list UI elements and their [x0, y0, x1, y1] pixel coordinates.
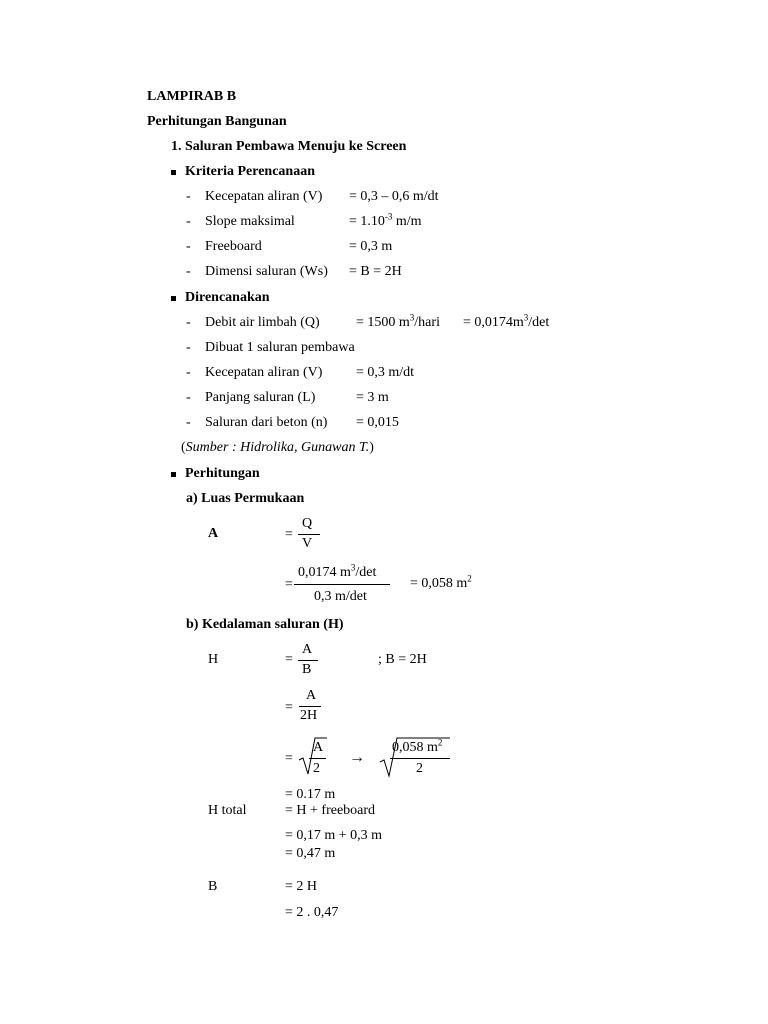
dash: -	[186, 315, 191, 330]
page-title: LAMPIRAB B	[147, 89, 237, 104]
kriteria-label: Kecepatan aliran (V)	[205, 189, 323, 204]
perhitungan-heading: Perhitungan	[185, 466, 260, 481]
direncanakan-label: Saluran dari beton (n)	[205, 415, 328, 430]
kriteria-value: = $1.10^{-3}$ m/m	[349, 211, 422, 229]
fraction-denominator: V	[302, 536, 313, 551]
bullet-square	[171, 296, 176, 301]
fraction-numerator: A	[313, 740, 324, 755]
fraction-numerator: A	[306, 688, 317, 703]
dash: -	[186, 189, 191, 204]
source-citation: (Sumber : Hidrolika, Gunawan T.)	[181, 440, 374, 455]
fraction-denominator: 2	[416, 761, 423, 776]
subsection-heading: a) Luas Permukaan	[186, 491, 305, 506]
bullet-square	[171, 472, 176, 477]
kriteria-heading: Kriteria Perencanaan	[185, 164, 315, 179]
equation-line: = H + freeboard	[285, 803, 376, 818]
subtitle: Perhitungan Bangunan	[147, 114, 287, 129]
kriteria-label: Dimensi saluran (Ws)	[205, 264, 328, 279]
kriteria-value: = 0,3 m	[349, 239, 393, 254]
fraction-bar	[309, 758, 326, 759]
subsection-heading: b) Kedalaman saluran (H)	[186, 617, 344, 632]
variable-label: H	[208, 652, 219, 667]
fraction-denominator: 2H	[300, 708, 318, 723]
direncanakan-value: = 3 m	[356, 390, 389, 405]
fraction-numerator: 0,058 $m^2$	[392, 737, 443, 755]
direncanakan-label: Dibuat 1 saluran pembawa	[205, 340, 355, 355]
variable-label: B	[208, 879, 218, 894]
dash: -	[186, 340, 191, 355]
kriteria-label: Freeboard	[205, 239, 262, 254]
variable-label: H total	[208, 803, 247, 818]
fraction-numerator: A	[302, 642, 313, 657]
fraction-bar	[298, 534, 320, 535]
equals-sign: =	[285, 577, 293, 592]
kriteria-label: Slope maksimal	[205, 214, 295, 229]
fraction-denominator: B	[302, 662, 312, 677]
bullet-square	[171, 170, 176, 175]
result-value: = 0,058 $m^2$	[410, 573, 472, 591]
direncanakan-label: Debit air limbah (Q)	[205, 315, 320, 330]
dash: -	[186, 390, 191, 405]
fraction-bar	[294, 584, 390, 585]
direncanakan-label: Panjang saluran (L)	[205, 390, 316, 405]
equation-line: = 2 H	[285, 879, 318, 894]
fraction-numerator: Q	[302, 516, 313, 531]
direncanakan-heading: Direncanakan	[185, 290, 270, 305]
direncanakan-value: = 1500 $m^3$/hari	[356, 312, 440, 330]
direncanakan-label: Kecepatan aliran (V)	[205, 365, 323, 380]
equation-line: = 2 . 0,47	[285, 905, 339, 920]
fraction-numerator: 0,0174 $m^3/\det$	[298, 562, 377, 580]
dash: -	[186, 415, 191, 430]
dash: -	[186, 214, 191, 229]
equals-sign: =	[285, 751, 293, 766]
dash: -	[186, 365, 191, 380]
equals-sign: =	[285, 652, 293, 667]
fraction-bar	[298, 660, 318, 661]
dash: -	[186, 239, 191, 254]
fraction-denominator: 2	[313, 761, 320, 776]
equals-sign: =	[285, 700, 293, 715]
fraction-denominator: 0,3 m/det	[314, 589, 367, 604]
equation-line: = 0,17 m + 0,3 m	[285, 828, 383, 843]
arrow-icon: →	[349, 749, 365, 766]
note-text: ; B = 2H	[378, 652, 427, 667]
kriteria-value: = 0,3 – 0,6 m/dt	[349, 189, 439, 204]
section-heading: 1. Saluran Pembawa Menuju ke Screen	[171, 139, 407, 154]
direncanakan-value: = 0,015	[356, 415, 399, 430]
dash: -	[186, 264, 191, 279]
fraction-bar	[390, 758, 450, 759]
direncanakan-value: = 0,3 m/dt	[356, 365, 415, 380]
equation-line: = 0,47 m	[285, 846, 336, 861]
equals-sign: =	[285, 527, 293, 542]
result-value: = 0.17 m	[285, 787, 336, 802]
kriteria-value: = B = 2H	[349, 264, 402, 279]
variable-label: A	[208, 526, 219, 541]
direncanakan-value-2: = $0,0174m^3/\det$	[463, 312, 550, 330]
fraction-bar	[299, 706, 321, 707]
